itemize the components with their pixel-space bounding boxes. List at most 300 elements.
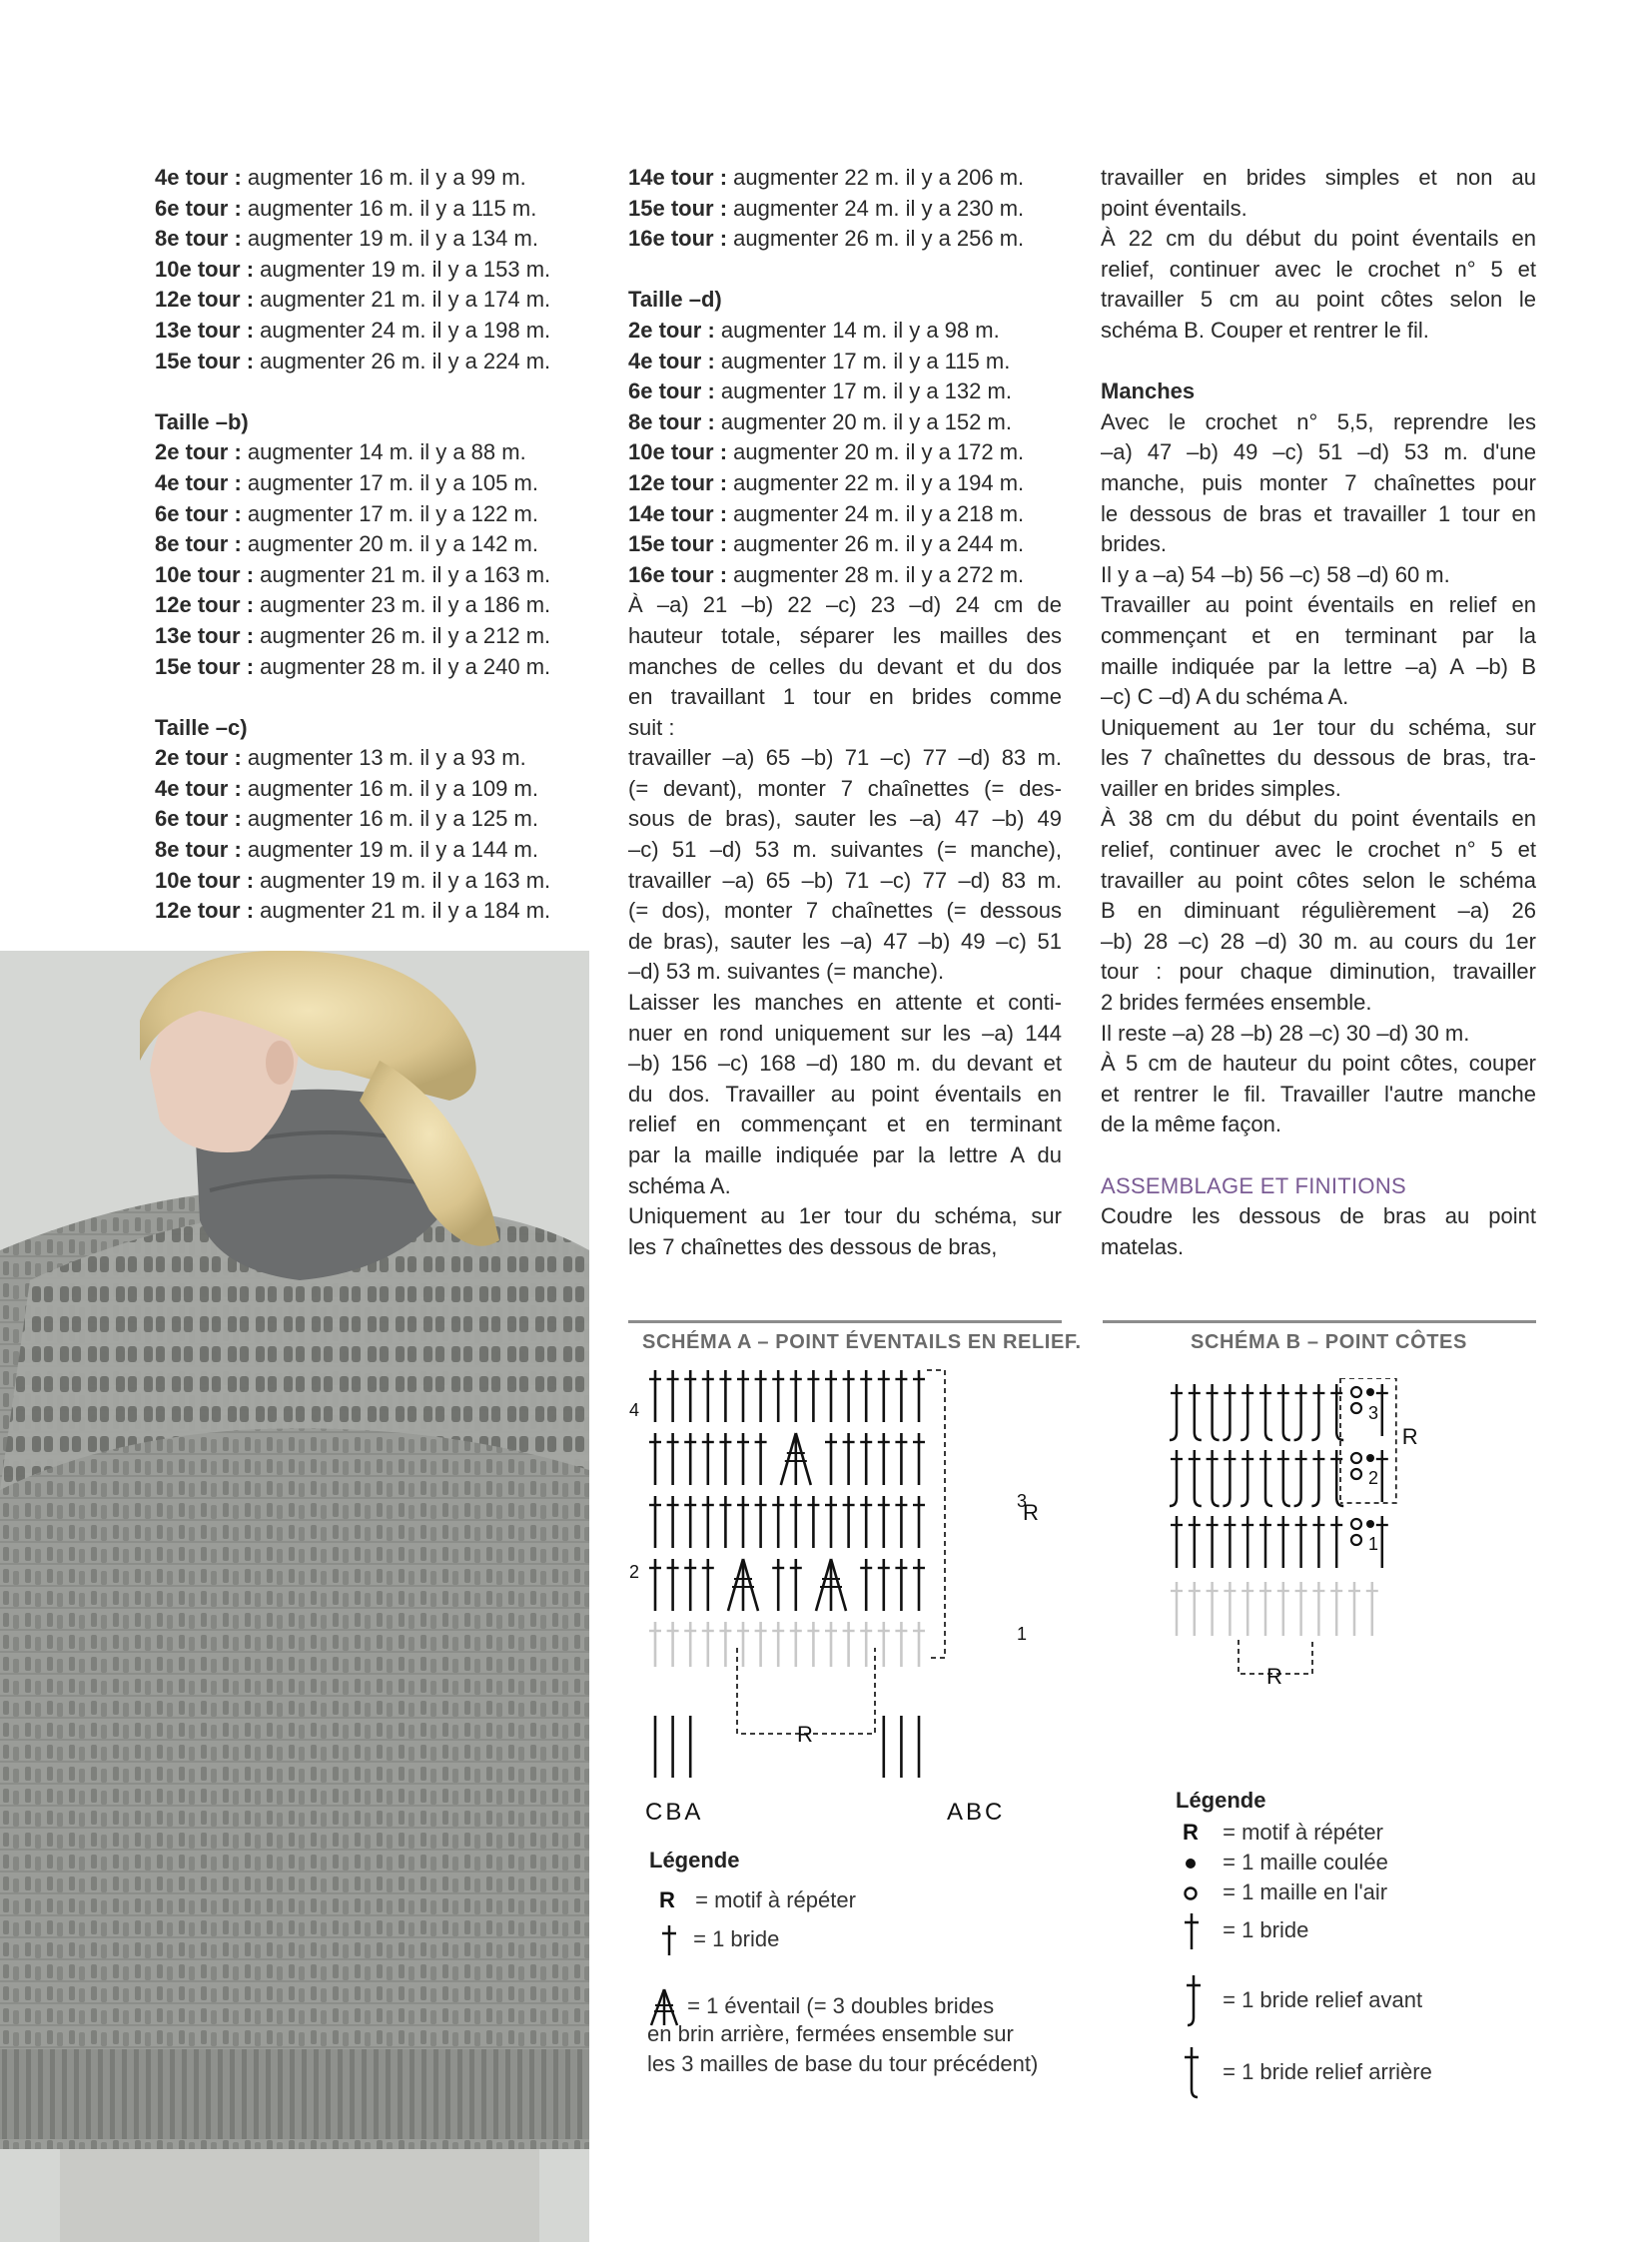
eventail-symbol bbox=[728, 1559, 758, 1611]
taille-d-heading: Taille –d) bbox=[628, 287, 722, 313]
tour-text: augmenter 17 m. il y a 132 m. bbox=[714, 378, 1012, 404]
tour-text: augmenter 14 m. il y a 88 m. bbox=[241, 439, 526, 465]
assemblage-heading: ASSEMBLAGE ET FINITIONS bbox=[1101, 1172, 1407, 1198]
bride-symbol bbox=[913, 1622, 925, 1667]
bride-symbol bbox=[1171, 1516, 1183, 1568]
fan-right bbox=[831, 1559, 846, 1611]
bride-symbol bbox=[755, 1622, 767, 1667]
bride-symbol bbox=[649, 1370, 661, 1422]
bride-symbol bbox=[667, 1496, 679, 1548]
tour-text: augmenter 21 m. il y a 174 m. bbox=[254, 287, 551, 313]
tour-label: 16e tour : bbox=[628, 226, 728, 252]
text-line: (= devant), monter 7 chaînettes (= des- bbox=[628, 775, 1062, 801]
bride-symbol bbox=[684, 1622, 696, 1667]
bride-symbol bbox=[790, 1622, 802, 1667]
tour-label: 12e tour : bbox=[155, 898, 255, 924]
row-label-2: 2 bbox=[629, 1562, 640, 1582]
relief-stitch bbox=[1277, 1450, 1290, 1506]
bride-symbol bbox=[684, 1370, 696, 1422]
tour-row bbox=[628, 529, 1062, 560]
bride-symbol bbox=[878, 1433, 890, 1485]
schema-a-diagram bbox=[619, 1368, 1039, 1848]
legend-text: = 1 bride relief avant bbox=[1223, 1986, 1423, 2012]
text-line: Il reste –a) 28 –b) 28 –c) 30 –d) 30 m. bbox=[1101, 1020, 1470, 1046]
schema-a-rule bbox=[628, 1320, 1062, 1323]
bride-symbol bbox=[667, 1622, 679, 1667]
chain-circle bbox=[1351, 1387, 1361, 1397]
chain-circle bbox=[1351, 1535, 1361, 1545]
bride-symbol bbox=[772, 1559, 784, 1611]
bride-symbol bbox=[702, 1433, 714, 1485]
bride-symbol bbox=[913, 1433, 925, 1485]
relief-stitch bbox=[1330, 1384, 1343, 1440]
chain-circle bbox=[1351, 1519, 1361, 1529]
tour-row bbox=[155, 652, 594, 683]
bride-symbol bbox=[684, 1433, 696, 1485]
relief-stitch bbox=[1207, 1384, 1220, 1440]
bride-icon bbox=[1183, 1911, 1217, 1951]
tour-row bbox=[155, 437, 594, 468]
tour-text: augmenter 19 m. il y a 134 m. bbox=[241, 226, 538, 252]
tour-text: augmenter 26 m. il y a 244 m. bbox=[727, 531, 1025, 557]
bride-symbol bbox=[1207, 1516, 1219, 1568]
row-label-1: 1 bbox=[1368, 1534, 1379, 1554]
relief-stitch bbox=[1223, 1384, 1236, 1440]
bride-symbol bbox=[895, 1496, 907, 1548]
bride-symbol bbox=[878, 1622, 890, 1667]
row-label-3: 3 bbox=[1368, 1403, 1379, 1423]
text-line: –d) 53 m. suivantes (= manche). bbox=[628, 959, 945, 985]
bride-symbol bbox=[755, 1496, 767, 1548]
tour-label: 13e tour : bbox=[155, 622, 255, 648]
relief-stitch bbox=[1240, 1450, 1253, 1506]
text-line: relief, continuer avec le crochet n° 5 et bbox=[1101, 256, 1536, 282]
tour-text: augmenter 24 m. il y a 230 m. bbox=[727, 195, 1025, 221]
legend-text: = 1 éventail (= 3 doubles brides bbox=[687, 1992, 995, 2018]
tour-row bbox=[155, 896, 594, 927]
tour-text: augmenter 19 m. il y a 163 m. bbox=[254, 867, 551, 893]
tour-text: augmenter 26 m. il y a 224 m. bbox=[254, 348, 551, 374]
bride-symbol bbox=[860, 1496, 872, 1548]
tour-label: 15e tour : bbox=[155, 653, 255, 679]
bride-symbol bbox=[790, 1370, 802, 1422]
schema-a-legend-title: Légende bbox=[649, 1848, 740, 1872]
tour-text: augmenter 16 m. il y a 115 m. bbox=[241, 195, 537, 221]
maille-coulee-icon bbox=[1183, 1854, 1217, 1873]
schema-b-legend-relief-arriere bbox=[1183, 2045, 1432, 2101]
bride-symbol bbox=[913, 1559, 925, 1611]
text-line: Travailler au point éventails en relief en bbox=[1101, 592, 1536, 618]
text-line: en travaillant 1 tour en brides comme bbox=[628, 684, 1062, 710]
bride-symbol bbox=[1259, 1516, 1271, 1568]
bride-symbol bbox=[737, 1370, 749, 1422]
text-line: le dessous de bras et travailler 1 tour en bbox=[1101, 500, 1536, 526]
schema-b-legend-bride bbox=[1183, 1911, 1308, 1951]
bride-symbol bbox=[843, 1433, 855, 1485]
column-3 bbox=[1101, 163, 1536, 1262]
tour-row bbox=[155, 560, 594, 591]
bride-symbol bbox=[807, 1370, 819, 1422]
text-line: tour : pour chaque diminution, travailler bbox=[1101, 959, 1536, 985]
schema-b-legend-relief-avant bbox=[1183, 1973, 1422, 2029]
text-line: sous de bras), sauter les –a) 47 –b) 49 bbox=[628, 806, 1062, 832]
text-line: brides. bbox=[1101, 531, 1168, 557]
chain-circle bbox=[1351, 1453, 1361, 1463]
tour-text: augmenter 20 m. il y a 152 m. bbox=[714, 408, 1012, 434]
tour-row bbox=[155, 194, 594, 225]
text-line: relief, continuer avec le crochet n° 5 et bbox=[1101, 837, 1536, 863]
text-line: travailler 5 cm au point côtes selon le bbox=[1101, 287, 1536, 313]
tour-row bbox=[155, 255, 594, 286]
repeat-bracket-side bbox=[927, 1370, 945, 1658]
bride-symbol bbox=[895, 1433, 907, 1485]
schema-b-rule bbox=[1103, 1320, 1536, 1323]
text-line: travailler –a) 65 –b) 71 –c) 77 –d) 83 m. bbox=[628, 745, 1062, 771]
legend-text: = 1 maille coulée bbox=[1223, 1850, 1388, 1874]
repeat-label-bottom: R bbox=[1266, 1664, 1282, 1689]
tour-label: 15e tour : bbox=[628, 195, 728, 221]
tour-label: 16e tour : bbox=[628, 561, 728, 587]
tour-row bbox=[155, 621, 594, 652]
bride-symbol bbox=[719, 1496, 731, 1548]
bride-symbol bbox=[825, 1622, 837, 1667]
slip-dot bbox=[1366, 1454, 1374, 1462]
legend-r-symbol: R bbox=[659, 1887, 675, 1912]
relief-stitch bbox=[1170, 1450, 1183, 1506]
tour-text: augmenter 16 m. il y a 125 m. bbox=[241, 806, 538, 832]
text-line: commençant et en terminant par la bbox=[1101, 622, 1536, 648]
schema-a-title: SCHÉMA A – POINT ÉVENTAILS EN RELIEF. bbox=[642, 1331, 1082, 1353]
bride-symbol bbox=[843, 1496, 855, 1548]
tour-label: 6e tour : bbox=[155, 500, 242, 526]
tour-row bbox=[628, 224, 1062, 255]
relief-stitch bbox=[1294, 1384, 1307, 1440]
tour-text: augmenter 19 m. il y a 144 m. bbox=[241, 837, 538, 863]
tour-label: 6e tour : bbox=[155, 195, 242, 221]
bride-relief-avant-icon bbox=[1183, 1973, 1217, 2029]
tour-label: 14e tour : bbox=[628, 165, 728, 190]
fan-right bbox=[743, 1559, 758, 1611]
text-line: –b) 156 –c) 168 –d) 180 m. du devant et bbox=[628, 1051, 1062, 1077]
tour-label: 4e tour : bbox=[155, 775, 242, 801]
tour-text: augmenter 19 m. il y a 153 m. bbox=[254, 256, 551, 282]
letters-abc: ABC bbox=[947, 1799, 1006, 1826]
bride-symbol bbox=[825, 1370, 837, 1422]
bride-symbol bbox=[702, 1496, 714, 1548]
bride-symbol bbox=[860, 1433, 872, 1485]
schema-a-legend-cont-1: en brin arrière, fermées ensemble sur bbox=[647, 2021, 1014, 2046]
text-line: travailler au point côtes selon le schéma bbox=[1101, 867, 1536, 893]
text-line: point éventails. bbox=[1101, 195, 1247, 221]
text-line: À 5 cm de hauteur du point côtes, couper bbox=[1101, 1051, 1536, 1077]
text-line: 2 brides fermées ensemble. bbox=[1101, 990, 1372, 1016]
bride-symbol bbox=[1312, 1516, 1324, 1568]
bride-symbol bbox=[649, 1622, 661, 1667]
tour-text: augmenter 26 m. il y a 256 m. bbox=[727, 226, 1025, 252]
legend-text: = 1 maille en l'air bbox=[1223, 1879, 1388, 1904]
tour-row bbox=[628, 163, 1062, 194]
text-line: manches de celles du devant et du dos bbox=[628, 653, 1062, 679]
text-line: À –a) 21 –b) 22 –c) 23 –d) 24 cm de bbox=[628, 592, 1062, 618]
tour-text: augmenter 17 m. il y a 105 m. bbox=[241, 469, 538, 495]
tour-label: 15e tour : bbox=[155, 348, 255, 374]
tour-row bbox=[628, 376, 1062, 407]
bride-symbol bbox=[895, 1622, 907, 1667]
schema-b-legend-repeat bbox=[1183, 1820, 1383, 1846]
taille-b-heading: Taille –b) bbox=[155, 408, 249, 434]
tour-text: augmenter 16 m. il y a 109 m. bbox=[241, 775, 538, 801]
bride-icon bbox=[659, 1923, 687, 1957]
tour-row bbox=[155, 163, 594, 194]
text-line: Coudre les dessous de bras au point bbox=[1101, 1203, 1536, 1229]
bride-symbol bbox=[755, 1370, 767, 1422]
text-line: –c) C –d) A du schéma A. bbox=[1101, 684, 1349, 710]
bride-symbol bbox=[1295, 1516, 1307, 1568]
schema-b-diagram bbox=[1159, 1378, 1538, 1728]
eventail-symbol bbox=[816, 1559, 846, 1611]
text-line: les 7 chaînettes des dessous de bras, bbox=[628, 1233, 998, 1259]
bride-symbol bbox=[737, 1496, 749, 1548]
tour-label: 12e tour : bbox=[155, 287, 255, 313]
taille-c-heading: Taille –c) bbox=[155, 714, 248, 740]
tour-text: augmenter 24 m. il y a 198 m. bbox=[254, 317, 551, 343]
relief-stitch bbox=[1259, 1450, 1272, 1506]
tour-row bbox=[155, 347, 594, 377]
bride-symbol bbox=[702, 1559, 714, 1611]
text-line: B en diminuant régulièrement –a) 26 bbox=[1101, 898, 1536, 924]
relief-stitch bbox=[1240, 1384, 1253, 1440]
relief-stitch bbox=[1189, 1450, 1202, 1506]
tour-row bbox=[155, 774, 594, 805]
tour-row bbox=[628, 407, 1062, 438]
row-label-1: 1 bbox=[1017, 1624, 1028, 1644]
bride-symbol bbox=[878, 1559, 890, 1611]
bride-symbol bbox=[860, 1559, 872, 1611]
bride-symbol bbox=[684, 1496, 696, 1548]
bride-symbol bbox=[1277, 1516, 1289, 1568]
tour-row bbox=[628, 316, 1062, 347]
tour-label: 6e tour : bbox=[155, 806, 242, 832]
tour-row bbox=[155, 590, 594, 621]
tour-row bbox=[628, 437, 1062, 468]
column-1 bbox=[155, 163, 594, 927]
text-line: schéma A. bbox=[628, 1172, 731, 1198]
tour-label: 12e tour : bbox=[628, 469, 728, 495]
text-line: par la maille indiquée par la lettre A du bbox=[628, 1142, 1062, 1167]
bride-symbol bbox=[878, 1370, 890, 1422]
text-line: manche, puis monter 7 chaînettes pour bbox=[1101, 469, 1536, 495]
schema-a-legend-bride bbox=[659, 1923, 779, 1957]
tour-label: 10e tour : bbox=[628, 439, 728, 465]
bride-symbol bbox=[737, 1622, 749, 1667]
bride-symbol bbox=[843, 1370, 855, 1422]
text-line: –a) 47 –b) 49 –c) 51 –d) 53 m. d'une bbox=[1101, 439, 1536, 465]
bride-symbol bbox=[913, 1370, 925, 1422]
text-line: et rentrer le fil. Travailler l'autre manche bbox=[1101, 1081, 1536, 1107]
relief-stitch bbox=[1311, 1384, 1324, 1440]
text-line: les 7 chaînettes du dessous de bras, tra- bbox=[1101, 745, 1536, 771]
tour-text: augmenter 28 m. il y a 272 m. bbox=[727, 561, 1025, 587]
tour-label: 8e tour : bbox=[155, 837, 242, 863]
schema-b-legend-circle bbox=[1183, 1879, 1387, 1905]
tour-label: 8e tour : bbox=[155, 531, 242, 557]
bride-symbol bbox=[667, 1559, 679, 1611]
tour-row bbox=[628, 468, 1062, 499]
legend-text: = motif à répéter bbox=[1223, 1820, 1383, 1845]
tour-text: augmenter 22 m. il y a 194 m. bbox=[727, 469, 1025, 495]
text-line: hauteur totale, séparer les mailles des bbox=[628, 622, 1062, 648]
tour-label: 4e tour : bbox=[155, 165, 242, 190]
schema-b-title: SCHÉMA B – POINT CÔTES bbox=[1191, 1331, 1467, 1353]
tour-text: augmenter 17 m. il y a 122 m. bbox=[241, 500, 538, 526]
fan-left bbox=[816, 1559, 831, 1611]
bride-symbol bbox=[702, 1622, 714, 1667]
schema-a-legend-cont-2: les 3 mailles de base du tour précédent) bbox=[647, 2051, 1039, 2076]
schema-a-legend-repeat bbox=[659, 1887, 856, 1913]
bride-symbol bbox=[772, 1370, 784, 1422]
bride-symbol bbox=[860, 1622, 872, 1667]
tour-row bbox=[155, 285, 594, 316]
text-line: matelas. bbox=[1101, 1233, 1185, 1259]
bride-symbol bbox=[1224, 1516, 1236, 1568]
tour-row bbox=[155, 804, 594, 835]
bride-symbol bbox=[702, 1370, 714, 1422]
tour-label: 8e tour : bbox=[155, 226, 242, 252]
bride-symbol bbox=[649, 1433, 661, 1485]
text-line: Laisser les manches en attente et conti- bbox=[628, 990, 1062, 1016]
tour-text: augmenter 21 m. il y a 184 m. bbox=[254, 898, 551, 924]
legend-text: = 1 bride relief arrière bbox=[1223, 2058, 1432, 2084]
slip-dot bbox=[1366, 1388, 1374, 1396]
tour-text: augmenter 21 m. il y a 163 m. bbox=[254, 561, 551, 587]
relief-stitch bbox=[1189, 1384, 1202, 1440]
row-label-2: 2 bbox=[1368, 1468, 1379, 1488]
repeat-label-side: R bbox=[1023, 1500, 1039, 1525]
bride-symbol bbox=[1189, 1516, 1201, 1568]
tour-label: 14e tour : bbox=[628, 500, 728, 526]
text-line: relief en commençant et en terminant bbox=[628, 1112, 1062, 1137]
bride-symbol bbox=[1241, 1516, 1253, 1568]
bride-symbol bbox=[667, 1370, 679, 1422]
bride-symbol bbox=[649, 1559, 661, 1611]
text-line: À 22 cm du début du point éventails en bbox=[1101, 226, 1536, 252]
row-label-3: 3 bbox=[1017, 1491, 1028, 1511]
relief-stitch bbox=[1207, 1450, 1220, 1506]
tour-label: 10e tour : bbox=[155, 256, 255, 282]
tour-row bbox=[155, 743, 594, 774]
bride-symbol bbox=[719, 1433, 731, 1485]
tour-text: augmenter 17 m. il y a 115 m. bbox=[714, 348, 1011, 374]
fan-left bbox=[781, 1433, 796, 1485]
tour-text: augmenter 24 m. il y a 218 m. bbox=[727, 500, 1025, 526]
text-line: Il y a –a) 54 –b) 56 –c) 58 –d) 60 m. bbox=[1101, 561, 1450, 587]
repeat-label-bottom: R bbox=[797, 1722, 813, 1747]
fan-right bbox=[796, 1433, 811, 1485]
tour-row bbox=[628, 347, 1062, 377]
tour-label: 15e tour : bbox=[628, 531, 728, 557]
tour-row bbox=[155, 866, 594, 897]
bride-symbol bbox=[807, 1496, 819, 1548]
legend-text: = motif à répéter bbox=[695, 1887, 856, 1912]
legend-text: = 1 bride bbox=[1223, 1916, 1309, 1942]
bride-symbol bbox=[684, 1559, 696, 1611]
tour-row bbox=[155, 316, 594, 347]
text-line: Uniquement au 1er tour du schéma, sur bbox=[1101, 714, 1536, 740]
text-line: du dos. Travailler au point éventails en bbox=[628, 1081, 1062, 1107]
bride-symbol bbox=[667, 1433, 679, 1485]
fan-left bbox=[728, 1559, 743, 1611]
tour-label: 2e tour : bbox=[628, 317, 715, 343]
legend-r-symbol: R bbox=[1183, 1820, 1199, 1845]
repeat-label-side: R bbox=[1401, 1424, 1418, 1449]
bride-symbol bbox=[649, 1496, 661, 1548]
bride-symbol bbox=[895, 1370, 907, 1422]
bride-symbol bbox=[737, 1433, 749, 1485]
text-line: À 38 cm du début du point éventails en bbox=[1101, 806, 1536, 832]
tour-row bbox=[155, 529, 594, 560]
tour-label: 4e tour : bbox=[628, 348, 715, 374]
relief-stitch bbox=[1311, 1450, 1324, 1506]
tour-text: augmenter 23 m. il y a 186 m. bbox=[254, 592, 551, 618]
bride-symbol bbox=[807, 1622, 819, 1667]
bride-symbol bbox=[913, 1496, 925, 1548]
bride-symbol bbox=[878, 1496, 890, 1548]
bride-symbol bbox=[790, 1496, 802, 1548]
tour-row bbox=[155, 224, 594, 255]
tour-label: 2e tour : bbox=[155, 439, 242, 465]
bride-symbol bbox=[825, 1496, 837, 1548]
chain-circle bbox=[1351, 1403, 1361, 1413]
maille-en-lair-icon bbox=[1183, 1883, 1217, 1903]
letters-cba: CBA bbox=[645, 1799, 704, 1826]
relief-stitch bbox=[1330, 1450, 1343, 1506]
text-line: maille indiquée par la lettre –a) A –b) B bbox=[1101, 653, 1536, 679]
column-2 bbox=[628, 163, 1062, 1262]
text-line: nuer en rond uniquement sur les –a) 144 bbox=[628, 1020, 1062, 1046]
chain-circle bbox=[1351, 1469, 1361, 1479]
text-line: –b) 28 –c) 28 –d) 30 m. au cours du 1er bbox=[1101, 928, 1536, 954]
text-line: de bras), sauter les –a) 47 –b) 49 –c) 51 bbox=[628, 928, 1062, 954]
row-label-4: 4 bbox=[629, 1400, 640, 1420]
schema-b-legend-dot bbox=[1183, 1850, 1388, 1875]
bride-symbol bbox=[719, 1622, 731, 1667]
relief-stitch bbox=[1294, 1450, 1307, 1506]
text-line: suit : bbox=[628, 714, 675, 740]
tour-text: augmenter 28 m. il y a 240 m. bbox=[254, 653, 551, 679]
tour-row bbox=[628, 499, 1062, 530]
text-line: (= dos), monter 7 chaînettes (= dessous bbox=[628, 898, 1062, 924]
tour-text: augmenter 20 m. il y a 142 m. bbox=[241, 531, 538, 557]
tour-text: augmenter 14 m. il y a 98 m. bbox=[714, 317, 1000, 343]
schema-b-legend-title: Légende bbox=[1176, 1788, 1266, 1813]
bride-symbol bbox=[843, 1622, 855, 1667]
tour-text: augmenter 20 m. il y a 172 m. bbox=[727, 439, 1025, 465]
legend-text: = 1 bride bbox=[693, 1925, 780, 1951]
tour-text: augmenter 13 m. il y a 93 m. bbox=[241, 745, 526, 771]
tour-row bbox=[155, 499, 594, 530]
bride-relief-arriere-icon bbox=[1183, 2045, 1217, 2101]
bride-symbol bbox=[860, 1370, 872, 1422]
relief-stitch bbox=[1277, 1384, 1290, 1440]
manches-heading: Manches bbox=[1101, 378, 1196, 404]
tour-text: augmenter 22 m. il y a 206 m. bbox=[727, 165, 1025, 190]
bride-symbol bbox=[895, 1559, 907, 1611]
bride-symbol bbox=[719, 1370, 731, 1422]
tour-text: augmenter 16 m. il y a 99 m. bbox=[241, 165, 526, 190]
relief-stitch bbox=[1170, 1384, 1183, 1440]
tour-row bbox=[628, 560, 1062, 591]
tour-label: 8e tour : bbox=[628, 408, 715, 434]
